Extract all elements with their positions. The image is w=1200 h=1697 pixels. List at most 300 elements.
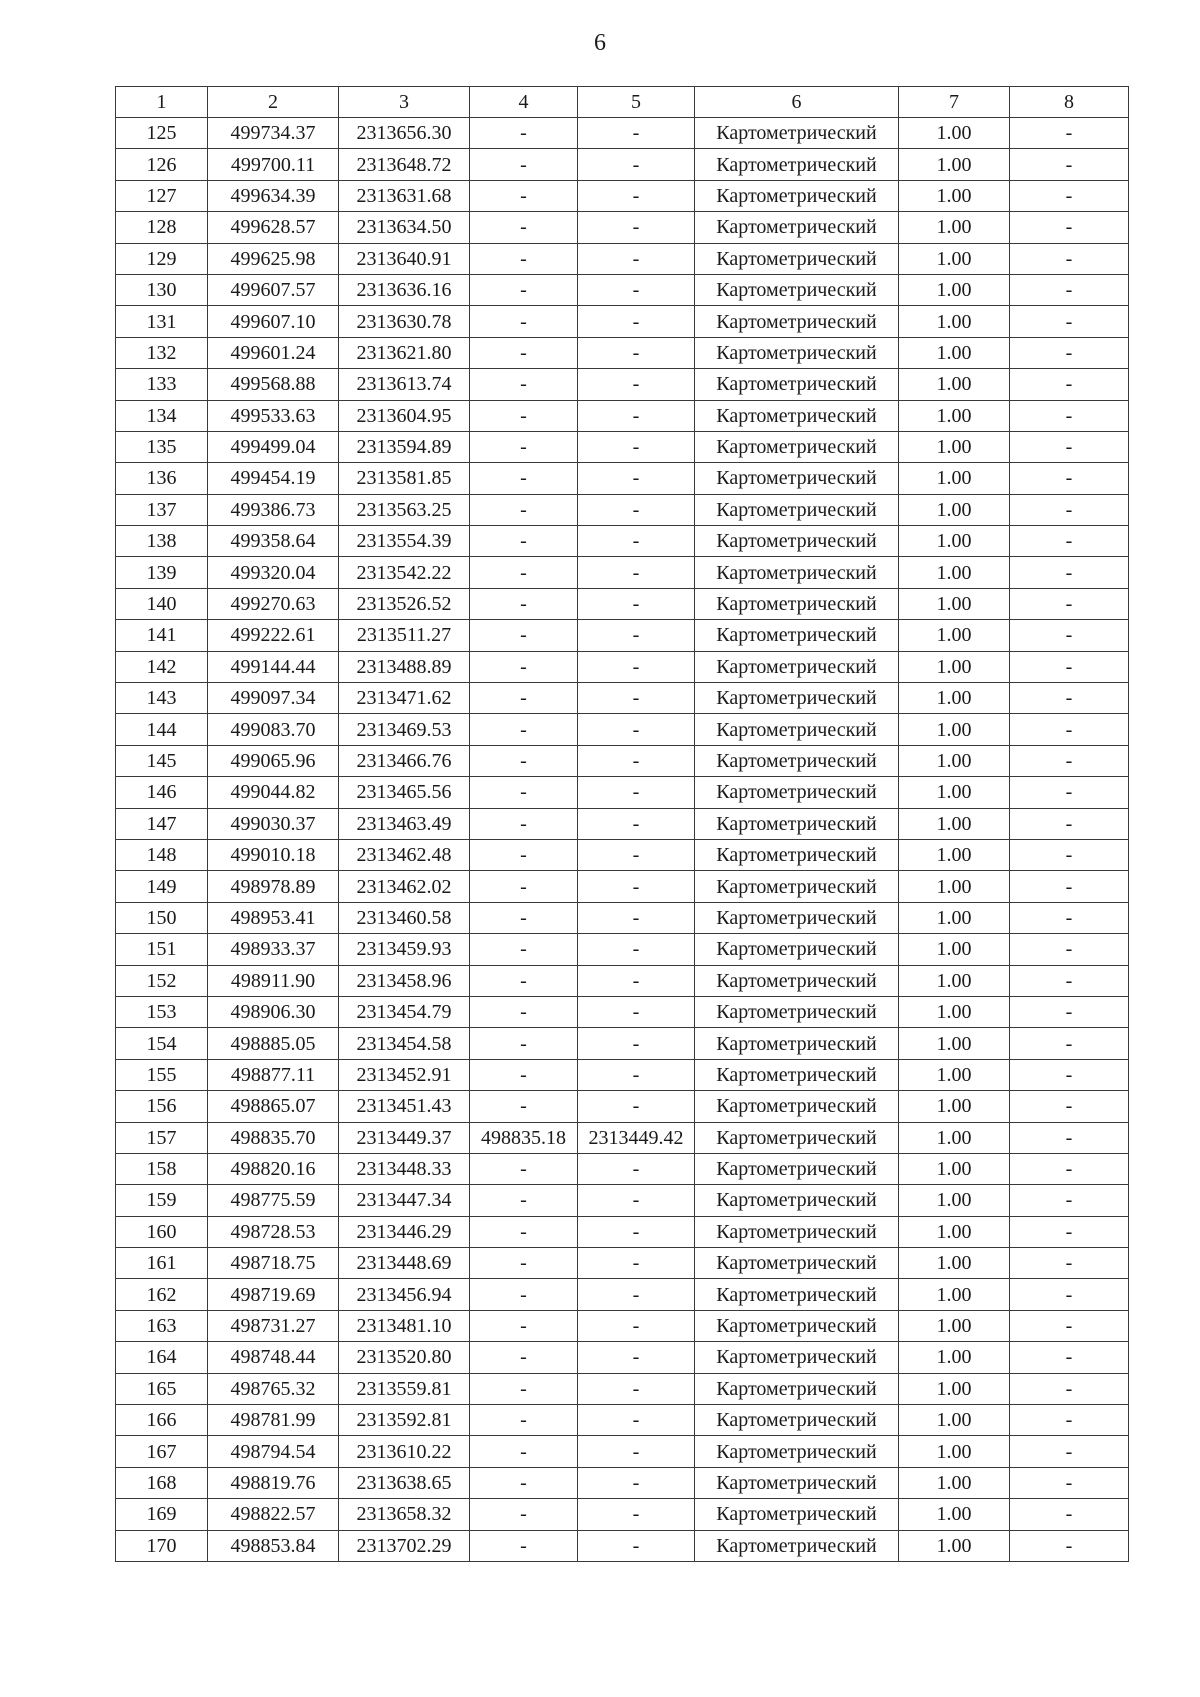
table-cell-col-7: 1.00 — [899, 306, 1010, 337]
table-cell-col-1: 126 — [116, 149, 208, 180]
table-cell-col-8: - — [1010, 1373, 1129, 1404]
table-cell-col-4: - — [470, 1530, 578, 1561]
table-cell-col-5: - — [578, 149, 695, 180]
table-cell-col-3: 2313610.22 — [339, 1436, 470, 1467]
table-cell-col-3: 2313462.02 — [339, 871, 470, 902]
table-cell-col-2: 499625.98 — [208, 243, 339, 274]
table-cell-col-4: - — [470, 871, 578, 902]
table-cell-col-1: 133 — [116, 369, 208, 400]
table-row — [116, 494, 1129, 525]
table-cell-col-7: 1.00 — [899, 1122, 1010, 1153]
table-cell-col-2: 499044.82 — [208, 777, 339, 808]
table-cell-col-6: Картометрический — [695, 1310, 899, 1341]
table-cell-col-8: - — [1010, 996, 1129, 1027]
table-cell-col-2: 498911.90 — [208, 965, 339, 996]
table-cell-col-2: 499222.61 — [208, 620, 339, 651]
table-cell-col-5: - — [578, 1153, 695, 1184]
column-header-5: 5 — [578, 87, 695, 118]
table-cell-col-7: 1.00 — [899, 1028, 1010, 1059]
table-cell-col-2: 498728.53 — [208, 1216, 339, 1247]
table-row — [116, 588, 1129, 619]
table-cell-col-8: - — [1010, 400, 1129, 431]
table-row — [116, 839, 1129, 870]
table-cell-col-6: Картометрический — [695, 620, 899, 651]
table-cell-col-4: - — [470, 714, 578, 745]
table-cell-col-6: Картометрический — [695, 1153, 899, 1184]
table-cell-col-7: 1.00 — [899, 620, 1010, 651]
table-cell-col-2: 498820.16 — [208, 1153, 339, 1184]
table-cell-col-7: 1.00 — [899, 1248, 1010, 1279]
table-cell-col-2: 498794.54 — [208, 1436, 339, 1467]
table-cell-col-1: 132 — [116, 337, 208, 368]
table-cell-col-8: - — [1010, 369, 1129, 400]
table-cell-col-7: 1.00 — [899, 494, 1010, 525]
table-cell-col-1: 151 — [116, 934, 208, 965]
table-cell-col-3: 2313459.93 — [339, 934, 470, 965]
table-cell-col-7: 1.00 — [899, 1342, 1010, 1373]
table-cell-col-3: 2313449.37 — [339, 1122, 470, 1153]
page-number: 6 — [594, 30, 606, 56]
table-cell-col-1: 162 — [116, 1279, 208, 1310]
table-cell-col-5: - — [578, 745, 695, 776]
table-cell-col-3: 2313446.29 — [339, 1216, 470, 1247]
table-cell-col-6: Картометрический — [695, 1342, 899, 1373]
table-cell-col-4: - — [470, 400, 578, 431]
table-cell-col-7: 1.00 — [899, 902, 1010, 933]
table-cell-col-8: - — [1010, 1216, 1129, 1247]
table-cell-col-4: - — [470, 996, 578, 1027]
table-cell-col-7: 1.00 — [899, 1499, 1010, 1530]
table-cell-col-5: - — [578, 431, 695, 462]
table-cell-col-1: 159 — [116, 1185, 208, 1216]
table-cell-col-4: - — [470, 118, 578, 149]
table-cell-col-2: 498877.11 — [208, 1059, 339, 1090]
table-cell-col-5: - — [578, 180, 695, 211]
table-cell-col-8: - — [1010, 1467, 1129, 1498]
table-cell-col-3: 2313526.52 — [339, 588, 470, 619]
table-cell-col-1: 144 — [116, 714, 208, 745]
table-cell-col-4: - — [470, 620, 578, 651]
table-cell-col-8: - — [1010, 212, 1129, 243]
table-cell-col-5: - — [578, 1373, 695, 1404]
table-cell-col-5: - — [578, 1499, 695, 1530]
table-cell-col-2: 498748.44 — [208, 1342, 339, 1373]
table-cell-col-1: 156 — [116, 1091, 208, 1122]
table-cell-col-4: - — [470, 934, 578, 965]
table-cell-col-3: 2313520.80 — [339, 1342, 470, 1373]
table-cell-col-6: Картометрический — [695, 557, 899, 588]
table-cell-col-4: - — [470, 1185, 578, 1216]
table-cell-col-7: 1.00 — [899, 651, 1010, 682]
table-cell-col-2: 498885.05 — [208, 1028, 339, 1059]
column-header-7: 7 — [899, 87, 1010, 118]
table-cell-col-2: 498835.70 — [208, 1122, 339, 1153]
table-cell-col-5: - — [578, 808, 695, 839]
table-cell-col-7: 1.00 — [899, 118, 1010, 149]
table-cell-col-5: - — [578, 839, 695, 870]
table-cell-col-3: 2313466.76 — [339, 745, 470, 776]
table-cell-col-5: - — [578, 1436, 695, 1467]
table-cell-col-1: 161 — [116, 1248, 208, 1279]
table-cell-col-3: 2313451.43 — [339, 1091, 470, 1122]
table-row — [116, 1467, 1129, 1498]
table-cell-col-1: 135 — [116, 431, 208, 462]
table-body — [116, 118, 1129, 1562]
table-row — [116, 1059, 1129, 1090]
table-cell-col-3: 2313630.78 — [339, 306, 470, 337]
table-cell-col-4: - — [470, 902, 578, 933]
table-cell-col-7: 1.00 — [899, 839, 1010, 870]
table-cell-col-2: 498719.69 — [208, 1279, 339, 1310]
table-cell-col-4: - — [470, 557, 578, 588]
table-cell-col-4: - — [470, 1467, 578, 1498]
table-cell-col-5: - — [578, 337, 695, 368]
table-row — [116, 149, 1129, 180]
table-cell-col-7: 1.00 — [899, 1185, 1010, 1216]
table-row — [116, 934, 1129, 965]
table-cell-col-8: - — [1010, 934, 1129, 965]
table-cell-col-4: - — [470, 212, 578, 243]
table-cell-col-4: - — [470, 683, 578, 714]
table-cell-col-2: 498978.89 — [208, 871, 339, 902]
table-cell-col-5: 2313449.42 — [578, 1122, 695, 1153]
table-cell-col-3: 2313454.79 — [339, 996, 470, 1027]
table-cell-col-1: 125 — [116, 118, 208, 149]
table-cell-col-6: Картометрический — [695, 1405, 899, 1436]
table-row — [116, 1153, 1129, 1184]
table-cell-col-3: 2313458.96 — [339, 965, 470, 996]
table-cell-col-2: 498819.76 — [208, 1467, 339, 1498]
table-cell-col-5: - — [578, 1342, 695, 1373]
coordinates-table — [115, 86, 1129, 1562]
table-row — [116, 620, 1129, 651]
table-cell-col-7: 1.00 — [899, 212, 1010, 243]
table-cell-col-2: 498853.84 — [208, 1530, 339, 1561]
table-cell-col-2: 498718.75 — [208, 1248, 339, 1279]
table-cell-col-6: Картометрический — [695, 274, 899, 305]
table-cell-col-8: - — [1010, 1122, 1129, 1153]
table-cell-col-8: - — [1010, 1310, 1129, 1341]
table-cell-col-2: 498781.99 — [208, 1405, 339, 1436]
table-row — [116, 1122, 1129, 1153]
table-cell-col-5: - — [578, 714, 695, 745]
table-cell-col-2: 499607.57 — [208, 274, 339, 305]
table-cell-col-1: 129 — [116, 243, 208, 274]
table-cell-col-6: Картометрический — [695, 871, 899, 902]
table-row — [116, 212, 1129, 243]
table-cell-col-6: Картометрический — [695, 1091, 899, 1122]
table-cell-col-8: - — [1010, 1091, 1129, 1122]
table-cell-col-5: - — [578, 651, 695, 682]
table-cell-col-1: 147 — [116, 808, 208, 839]
table-row — [116, 1091, 1129, 1122]
table-cell-col-8: - — [1010, 714, 1129, 745]
table-cell-col-8: - — [1010, 1499, 1129, 1530]
table-header-row — [116, 87, 1129, 118]
table-cell-col-6: Картометрический — [695, 180, 899, 211]
table-cell-col-2: 499065.96 — [208, 745, 339, 776]
table-row — [116, 871, 1129, 902]
table-cell-col-6: Картометрический — [695, 1185, 899, 1216]
table-cell-col-1: 145 — [116, 745, 208, 776]
table-cell-col-5: - — [578, 1279, 695, 1310]
table-cell-col-7: 1.00 — [899, 808, 1010, 839]
table-cell-col-4: - — [470, 431, 578, 462]
table-cell-col-7: 1.00 — [899, 965, 1010, 996]
table-cell-col-8: - — [1010, 337, 1129, 368]
table-cell-col-7: 1.00 — [899, 1059, 1010, 1090]
table-cell-col-1: 130 — [116, 274, 208, 305]
table-cell-col-5: - — [578, 463, 695, 494]
table-cell-col-3: 2313462.48 — [339, 839, 470, 870]
table-cell-col-6: Картометрический — [695, 337, 899, 368]
table-cell-col-5: - — [578, 118, 695, 149]
table-cell-col-2: 499568.88 — [208, 369, 339, 400]
table-row — [116, 557, 1129, 588]
table-cell-col-4: - — [470, 1059, 578, 1090]
table-cell-col-6: Картометрический — [695, 714, 899, 745]
table-cell-col-3: 2313648.72 — [339, 149, 470, 180]
table-cell-col-5: - — [578, 1248, 695, 1279]
table-cell-col-3: 2313465.56 — [339, 777, 470, 808]
table-cell-col-5: - — [578, 557, 695, 588]
table-cell-col-5: - — [578, 620, 695, 651]
table-cell-col-2: 499030.37 — [208, 808, 339, 839]
table-cell-col-8: - — [1010, 1405, 1129, 1436]
table-row — [116, 1530, 1129, 1561]
table-cell-col-4: - — [470, 588, 578, 619]
table-row — [116, 683, 1129, 714]
table-cell-col-4: - — [470, 526, 578, 557]
table-cell-col-6: Картометрический — [695, 149, 899, 180]
table-cell-col-2: 499601.24 — [208, 337, 339, 368]
table-row — [116, 1342, 1129, 1373]
table-cell-col-4: - — [470, 243, 578, 274]
table-row — [116, 745, 1129, 776]
table-cell-col-7: 1.00 — [899, 714, 1010, 745]
table-cell-col-3: 2313631.68 — [339, 180, 470, 211]
table-row — [116, 1216, 1129, 1247]
table-cell-col-4: - — [470, 149, 578, 180]
table-cell-col-7: 1.00 — [899, 243, 1010, 274]
table-cell-col-8: - — [1010, 808, 1129, 839]
table-cell-col-7: 1.00 — [899, 400, 1010, 431]
table-cell-col-2: 498765.32 — [208, 1373, 339, 1404]
table-cell-col-3: 2313656.30 — [339, 118, 470, 149]
table-cell-col-4: - — [470, 745, 578, 776]
table-cell-col-1: 170 — [116, 1530, 208, 1561]
table-cell-col-8: - — [1010, 494, 1129, 525]
table-cell-col-7: 1.00 — [899, 745, 1010, 776]
table-cell-col-3: 2313554.39 — [339, 526, 470, 557]
table-cell-col-1: 150 — [116, 902, 208, 933]
table-row — [116, 526, 1129, 557]
table-cell-col-6: Картометрический — [695, 1436, 899, 1467]
table-cell-col-3: 2313481.10 — [339, 1310, 470, 1341]
table-cell-col-5: - — [578, 243, 695, 274]
table-row — [116, 243, 1129, 274]
table-cell-col-3: 2313702.29 — [339, 1530, 470, 1561]
table-cell-col-4: - — [470, 337, 578, 368]
table-cell-col-4: - — [470, 1405, 578, 1436]
table-cell-col-5: - — [578, 369, 695, 400]
table-cell-col-2: 499700.11 — [208, 149, 339, 180]
table-cell-col-7: 1.00 — [899, 1279, 1010, 1310]
table-cell-col-2: 498822.57 — [208, 1499, 339, 1530]
table-row — [116, 1248, 1129, 1279]
table-cell-col-3: 2313559.81 — [339, 1373, 470, 1404]
table-cell-col-8: - — [1010, 871, 1129, 902]
table-cell-col-6: Картометрический — [695, 902, 899, 933]
table-row — [116, 965, 1129, 996]
table-cell-col-6: Картометрический — [695, 1122, 899, 1153]
table-cell-col-8: - — [1010, 526, 1129, 557]
table-cell-col-6: Картометрический — [695, 1499, 899, 1530]
table-cell-col-7: 1.00 — [899, 1153, 1010, 1184]
table-cell-col-8: - — [1010, 1279, 1129, 1310]
table-cell-col-7: 1.00 — [899, 934, 1010, 965]
table-cell-col-8: - — [1010, 745, 1129, 776]
table-cell-col-4: - — [470, 808, 578, 839]
table-cell-col-4: - — [470, 1153, 578, 1184]
table-cell-col-1: 166 — [116, 1405, 208, 1436]
table-cell-col-6: Картометрический — [695, 1216, 899, 1247]
table-cell-col-8: - — [1010, 274, 1129, 305]
table-cell-col-5: - — [578, 494, 695, 525]
table-row — [116, 1373, 1129, 1404]
table-cell-col-1: 146 — [116, 777, 208, 808]
table-cell-col-6: Картометрический — [695, 996, 899, 1027]
table-cell-col-5: - — [578, 1185, 695, 1216]
table-cell-col-2: 498731.27 — [208, 1310, 339, 1341]
table-cell-col-1: 128 — [116, 212, 208, 243]
table-cell-col-2: 499097.34 — [208, 683, 339, 714]
table-cell-col-8: - — [1010, 683, 1129, 714]
table-cell-col-2: 499499.04 — [208, 431, 339, 462]
table-cell-col-6: Картометрический — [695, 651, 899, 682]
table-cell-col-8: - — [1010, 839, 1129, 870]
table-cell-col-6: Картометрический — [695, 1028, 899, 1059]
table-cell-col-5: - — [578, 1405, 695, 1436]
table-cell-col-6: Картометрический — [695, 243, 899, 274]
table-cell-col-7: 1.00 — [899, 1530, 1010, 1561]
table-cell-col-5: - — [578, 588, 695, 619]
table-cell-col-8: - — [1010, 243, 1129, 274]
table-cell-col-7: 1.00 — [899, 463, 1010, 494]
table-cell-col-6: Картометрический — [695, 1373, 899, 1404]
column-header-6: 6 — [695, 87, 899, 118]
table-cell-col-7: 1.00 — [899, 337, 1010, 368]
table-cell-col-3: 2313460.58 — [339, 902, 470, 933]
table-row — [116, 1310, 1129, 1341]
table-cell-col-7: 1.00 — [899, 996, 1010, 1027]
table-cell-col-7: 1.00 — [899, 1436, 1010, 1467]
table-cell-col-5: - — [578, 1091, 695, 1122]
table-cell-col-6: Картометрический — [695, 588, 899, 619]
table-cell-col-6: Картометрический — [695, 683, 899, 714]
table-cell-col-1: 127 — [116, 180, 208, 211]
table-cell-col-7: 1.00 — [899, 369, 1010, 400]
table-cell-col-5: - — [578, 902, 695, 933]
table-cell-col-3: 2313658.32 — [339, 1499, 470, 1530]
table-cell-col-6: Картометрический — [695, 808, 899, 839]
table-cell-col-3: 2313469.53 — [339, 714, 470, 745]
table-cell-col-1: 168 — [116, 1467, 208, 1498]
table-cell-col-4: - — [470, 463, 578, 494]
table-row — [116, 651, 1129, 682]
table-cell-col-2: 498906.30 — [208, 996, 339, 1027]
table-cell-col-7: 1.00 — [899, 526, 1010, 557]
table-cell-col-6: Картометрический — [695, 1530, 899, 1561]
table-cell-col-5: - — [578, 965, 695, 996]
table-cell-col-8: - — [1010, 306, 1129, 337]
table-row — [116, 274, 1129, 305]
table-cell-col-4: - — [470, 777, 578, 808]
table-cell-col-8: - — [1010, 1153, 1129, 1184]
table-row — [116, 1185, 1129, 1216]
table-cell-col-6: Картометрический — [695, 463, 899, 494]
table-cell-col-2: 499533.63 — [208, 400, 339, 431]
table-cell-col-8: - — [1010, 118, 1129, 149]
table-cell-col-5: - — [578, 400, 695, 431]
table-cell-col-4: - — [470, 1342, 578, 1373]
table-cell-col-6: Картометрический — [695, 494, 899, 525]
table-cell-col-7: 1.00 — [899, 777, 1010, 808]
table-cell-col-2: 499358.64 — [208, 526, 339, 557]
table-cell-col-3: 2313581.85 — [339, 463, 470, 494]
table-cell-col-2: 499083.70 — [208, 714, 339, 745]
table-row — [116, 180, 1129, 211]
table-cell-col-3: 2313640.91 — [339, 243, 470, 274]
table-cell-col-3: 2313448.69 — [339, 1248, 470, 1279]
table-cell-col-5: - — [578, 871, 695, 902]
table-cell-col-5: - — [578, 777, 695, 808]
table-cell-col-4: - — [470, 1279, 578, 1310]
table-row — [116, 118, 1129, 149]
table-cell-col-8: - — [1010, 1530, 1129, 1561]
table-cell-col-5: - — [578, 1059, 695, 1090]
table-cell-col-3: 2313621.80 — [339, 337, 470, 368]
table-row — [116, 996, 1129, 1027]
table-cell-col-6: Картометрический — [695, 745, 899, 776]
table-cell-col-5: - — [578, 683, 695, 714]
table-cell-col-1: 152 — [116, 965, 208, 996]
table-cell-col-4: - — [470, 839, 578, 870]
table-cell-col-8: - — [1010, 463, 1129, 494]
table-cell-col-4: - — [470, 1091, 578, 1122]
table-row — [116, 777, 1129, 808]
table-cell-col-8: - — [1010, 1185, 1129, 1216]
table-cell-col-7: 1.00 — [899, 1467, 1010, 1498]
table-cell-col-1: 154 — [116, 1028, 208, 1059]
table-cell-col-4: - — [470, 1499, 578, 1530]
table-row — [116, 463, 1129, 494]
table-row — [116, 808, 1129, 839]
table-row — [116, 902, 1129, 933]
table-cell-col-5: - — [578, 1216, 695, 1247]
table-cell-col-8: - — [1010, 1059, 1129, 1090]
table-cell-col-5: - — [578, 1467, 695, 1498]
table-cell-col-7: 1.00 — [899, 588, 1010, 619]
table-cell-col-5: - — [578, 934, 695, 965]
table-cell-col-3: 2313471.62 — [339, 683, 470, 714]
table-cell-col-7: 1.00 — [899, 1216, 1010, 1247]
table-cell-col-2: 499010.18 — [208, 839, 339, 870]
table-cell-col-3: 2313636.16 — [339, 274, 470, 305]
table-cell-col-7: 1.00 — [899, 683, 1010, 714]
table-cell-col-6: Картометрический — [695, 400, 899, 431]
table-row — [116, 431, 1129, 462]
